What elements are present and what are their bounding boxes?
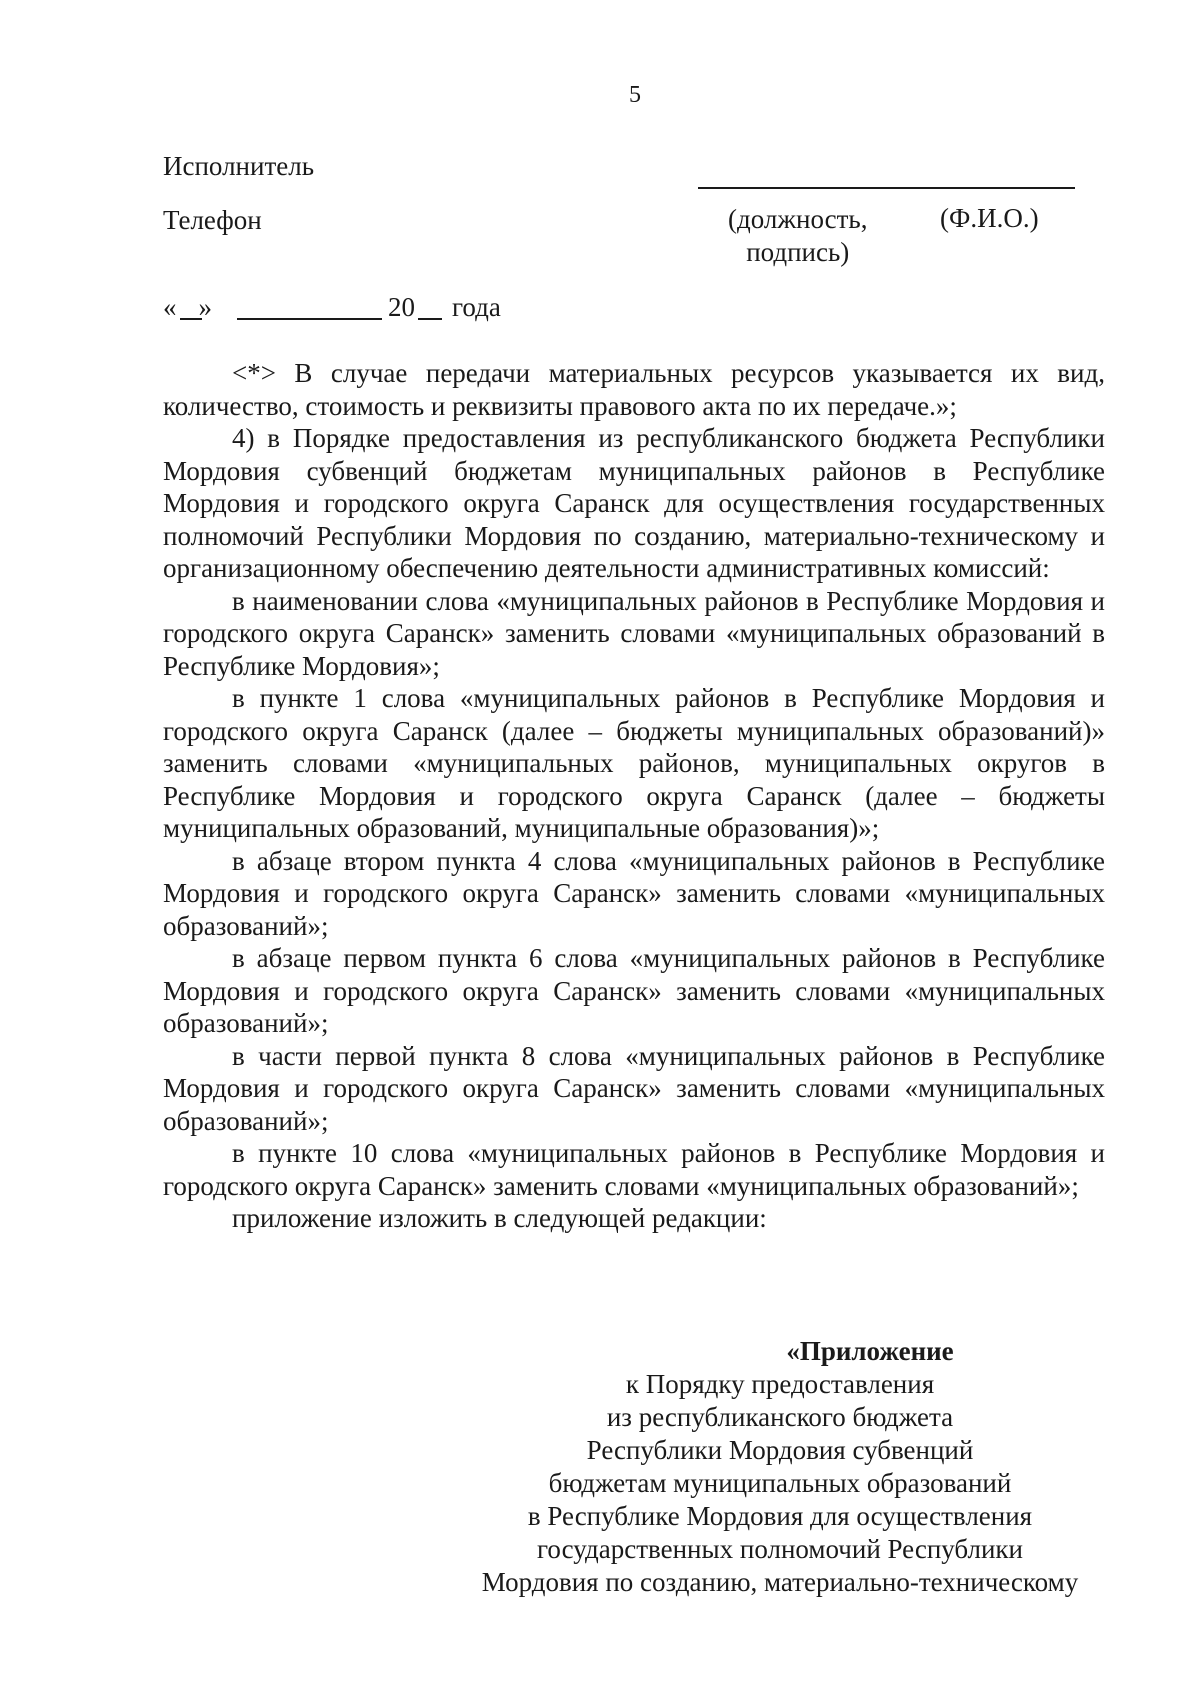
date-quote-open: « xyxy=(163,292,177,322)
appendix-line: бюджетам муниципальных образований xyxy=(548,1468,1012,1498)
executor-label: Исполнитель xyxy=(163,151,315,181)
appendix-line: Республики Мордовия субвенций xyxy=(586,1435,974,1465)
date-month-blank xyxy=(237,318,382,320)
footnote-paragraph: <*> В случае передачи материальных ресурсов указывается их вид, количество, стоимость и реквизиты правового акта по их передаче.»; xyxy=(163,358,1105,421)
position-caption-line-2: подпись) xyxy=(746,237,850,267)
amendment-point-8: в части первой пункта 8 слова «муниципальных районов в Республике Мордовия и городского округа Саранск» заменить словами «муниципальных образований»; xyxy=(163,1040,1105,1136)
amendment-appendix-intro: приложение изложить в следующей редакции: xyxy=(232,1203,767,1233)
amendment-point-6: в абзаце первом пункта 6 слова «муниципальных районов в Республике Мордовия и городского округа Саранск» заменить словами «муниципальных образований»; xyxy=(163,943,1105,1038)
date-quote-close: » xyxy=(198,292,212,322)
amendment-title-change: в наименовании слова «муниципальных районов в Республике Мордовия и городского округа Саранск» заменить словами «муниципальных образований в Республике Мордовия»; xyxy=(163,585,1105,681)
appendix-line: государственных полномочий Республики xyxy=(537,1534,1023,1564)
date-year-suffix: года xyxy=(452,292,501,322)
date-day-blank xyxy=(180,318,202,320)
signature-line xyxy=(698,187,1075,189)
amendment-point-10: в пункте 10 слова «муниципальных районов в Республике Мордовия и городского округа Саранск» заменить словами «муниципальных образований»; xyxy=(163,1138,1105,1201)
phone-label: Телефон xyxy=(163,205,262,235)
amendment-point-4: в абзаце втором пункта 4 слова «муниципальных районов в Республике Мордовия и городского округа Саранск» заменить словами «муниципальных образований»; xyxy=(163,845,1105,941)
appendix-line: Мордовия по созданию, материально-техническому xyxy=(481,1567,1079,1597)
appendix-line: к Порядку предоставления xyxy=(625,1369,935,1399)
full-name-caption: (Ф.И.О.) xyxy=(940,203,1039,233)
appendix-title: «Приложение xyxy=(786,1336,954,1366)
amendment-paragraph-4: 4) в Порядке предоставления из республиканского бюджета Республики Мордовия субвенций бюджетам муниципальных районов в Республике Мордовия и городского округа Саранск для осуществления государственных полномочий Республики Мордовия по созданию, материально-техническому и организационному обеспечению деятельности административных комиссий: xyxy=(163,423,1105,583)
appendix-line: в Республике Мордовия для осуществления xyxy=(527,1501,1033,1531)
position-signature-caption xyxy=(728,203,867,269)
appendix-line: из республиканского бюджета xyxy=(606,1402,954,1432)
appendix-header xyxy=(455,1335,1105,1599)
amendment-point-1: в пункте 1 слова «муниципальных районов в Республике Мордовия и городского округа Саранск (далее – бюджеты муниципальных образований)» заменить словами «муниципальных районов, муниципальных округов в Республике Мордовия и городского округа Саранск (далее – бюджеты муниципальных образований, муниципальные образования)»; xyxy=(163,683,1105,843)
date-year-prefix: 20 xyxy=(388,292,415,322)
date-year-blank xyxy=(418,318,442,320)
position-caption-line-1: (должность, xyxy=(728,204,868,234)
document-body xyxy=(163,357,1105,1235)
page-number: 5 xyxy=(629,82,641,108)
